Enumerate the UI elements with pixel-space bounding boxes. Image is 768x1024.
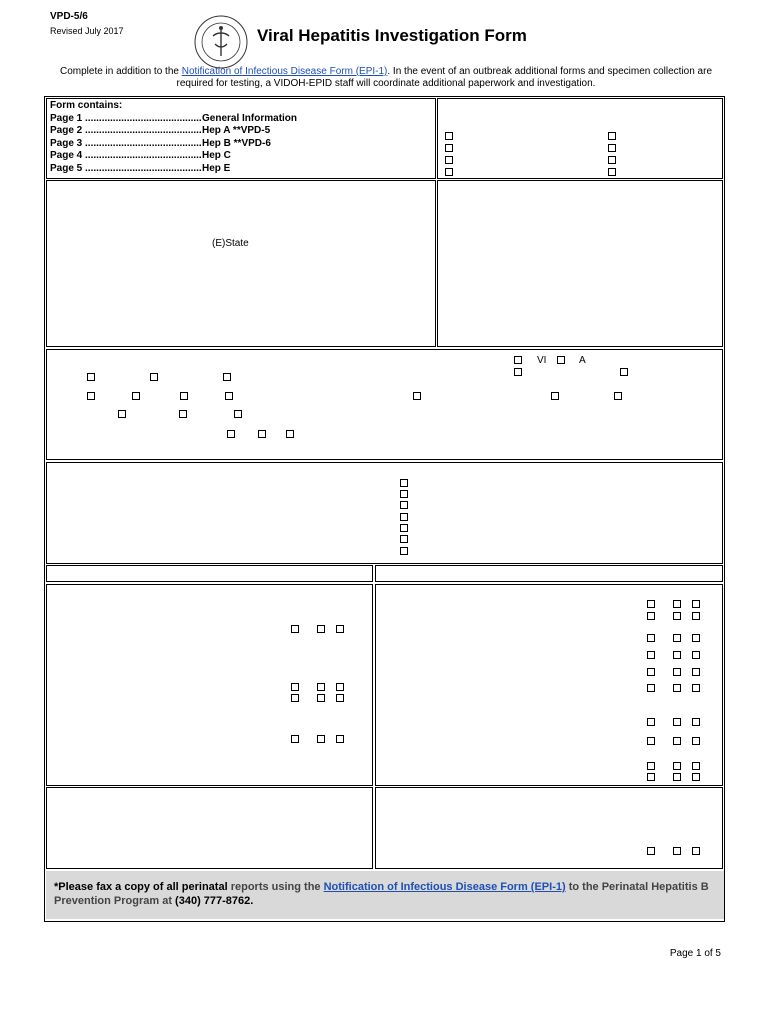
contents-page: Page 1 .......................................... <box>50 112 202 124</box>
lab-checkbox[interactable] <box>673 668 681 676</box>
notes-left-section <box>46 787 373 869</box>
notes-checkbox[interactable] <box>692 847 700 855</box>
demographics-checkbox[interactable] <box>150 373 158 381</box>
lab-section <box>375 584 723 786</box>
lab-checkbox[interactable] <box>673 773 681 781</box>
lab-checkbox[interactable] <box>673 684 681 692</box>
clinical-checkbox[interactable] <box>317 735 325 743</box>
demographics-checkbox[interactable] <box>132 392 140 400</box>
lab-checkbox[interactable] <box>673 718 681 726</box>
contents-label: Hep E <box>202 162 231 174</box>
reason-checkbox[interactable] <box>445 168 453 176</box>
lab-checkbox[interactable] <box>647 668 655 676</box>
contents-page: Page 3 .......................................... <box>50 137 202 149</box>
notes-checkbox[interactable] <box>673 847 681 855</box>
lab-checkbox[interactable] <box>647 600 655 608</box>
demographics-checkbox[interactable] <box>234 410 242 418</box>
reason-section <box>437 98 723 179</box>
fax-phone: (340) 777-8762. <box>175 895 254 907</box>
notes-right-section <box>375 787 723 869</box>
reason-checkbox[interactable] <box>445 132 453 140</box>
clinical-checkbox[interactable] <box>317 625 325 633</box>
contents-page: Page 4 .......................................... <box>50 150 202 161</box>
lab-checkbox[interactable] <box>647 718 655 726</box>
diagnosis-checkbox[interactable] <box>400 479 408 487</box>
lab-checkbox[interactable] <box>692 684 700 692</box>
reason-checkbox[interactable] <box>445 144 453 152</box>
reason-checkbox[interactable] <box>445 156 453 164</box>
demographics-checkbox[interactable] <box>557 356 565 364</box>
demographics-checkbox[interactable] <box>118 410 126 418</box>
contents-label: General Information <box>202 112 298 124</box>
state-label: (E)State <box>212 238 249 249</box>
clinical-checkbox[interactable] <box>317 683 325 691</box>
a-label: A <box>579 355 586 366</box>
demographics-checkbox[interactable] <box>87 392 95 400</box>
contents-heading: Form contains: <box>50 100 123 111</box>
perinatal-fax-note <box>46 871 724 919</box>
lab-checkbox[interactable] <box>692 651 700 659</box>
contents-label: Hep C <box>202 150 231 161</box>
clinical-checkbox[interactable] <box>336 683 344 691</box>
left-subheader <box>46 565 373 582</box>
lab-checkbox[interactable] <box>673 600 681 608</box>
clinical-checkbox[interactable] <box>336 735 344 743</box>
demographics-checkbox[interactable] <box>223 373 231 381</box>
lab-checkbox[interactable] <box>647 612 655 620</box>
demographics-checkbox[interactable] <box>87 373 95 381</box>
lab-checkbox[interactable] <box>647 651 655 659</box>
clinical-checkbox[interactable] <box>336 694 344 702</box>
epi1-link-footer[interactable]: Notification of Infectious Disease Form (EPI-1) <box>323 881 566 893</box>
intro-text-2: . In the event of an outbreak additional forms and specimen collection are required for testing, a VIDOH-EPID staff will coordinate additional paperwork and investigation. <box>176 66 713 89</box>
notes-checkbox[interactable] <box>647 847 655 855</box>
lab-checkbox[interactable] <box>647 773 655 781</box>
demographics-checkbox[interactable] <box>180 392 188 400</box>
diagnosis-checkbox[interactable] <box>400 513 408 521</box>
lab-checkbox[interactable] <box>647 762 655 770</box>
lab-checkbox[interactable] <box>647 737 655 745</box>
lab-checkbox[interactable] <box>692 634 700 642</box>
revision-date: Revised July 2017 <box>50 26 124 36</box>
demographics-checkbox[interactable] <box>227 430 235 438</box>
diagnosis-checkbox[interactable] <box>400 535 408 543</box>
lab-checkbox[interactable] <box>692 773 700 781</box>
fax-note-text: reports using the <box>227 881 324 893</box>
lab-checkbox[interactable] <box>673 634 681 642</box>
contents-label: Hep B **VPD-6 <box>202 137 271 149</box>
demographics-checkbox[interactable] <box>514 356 522 364</box>
reason-checkbox[interactable] <box>608 156 616 164</box>
fax-note-text: to the Perinatal Hepatitis B Prevention Program at <box>54 881 709 907</box>
lab-checkbox[interactable] <box>647 684 655 692</box>
lab-checkbox[interactable] <box>673 612 681 620</box>
vi-label: VI <box>537 355 547 366</box>
seal-icon <box>193 14 249 70</box>
clinical-checkbox[interactable] <box>291 683 299 691</box>
lab-checkbox[interactable] <box>692 762 700 770</box>
lab-checkbox[interactable] <box>692 612 700 620</box>
demographics-checkbox[interactable] <box>614 392 622 400</box>
reason-checkbox[interactable] <box>608 168 616 176</box>
contents-page: Page 5 .......................................... <box>50 162 202 174</box>
clinical-checkbox[interactable] <box>336 625 344 633</box>
demographics-checkbox[interactable] <box>179 410 187 418</box>
demographics-checkbox[interactable] <box>225 392 233 400</box>
contents-label: Hep A **VPD-5 <box>202 125 271 136</box>
fax-note-lead: *Please fax a copy of all perinatal <box>54 881 228 893</box>
lab-checkbox[interactable] <box>692 718 700 726</box>
clinical-checkbox[interactable] <box>291 735 299 743</box>
patient-address-section <box>46 180 436 347</box>
lab-checkbox[interactable] <box>647 634 655 642</box>
reason-checkbox[interactable] <box>608 144 616 152</box>
lab-checkbox[interactable] <box>673 737 681 745</box>
page-title: Viral Hepatitis Investigation Form <box>257 26 527 45</box>
reason-checkbox[interactable] <box>608 132 616 140</box>
epi1-link[interactable]: Notification of Infectious Disease Form (EPI-1) <box>181 66 388 77</box>
contents-list <box>50 100 297 175</box>
demographics-checkbox[interactable] <box>514 368 522 376</box>
lab-checkbox[interactable] <box>692 600 700 608</box>
clinical-checkbox[interactable] <box>291 625 299 633</box>
form-code: VPD-5/6 <box>50 11 88 22</box>
diagnosis-checkbox[interactable] <box>400 547 408 555</box>
demographics-checkbox[interactable] <box>286 430 294 438</box>
demographics-checkbox[interactable] <box>620 368 628 376</box>
lab-checkbox[interactable] <box>692 668 700 676</box>
page-number: Page 1 of 5 <box>669 948 721 959</box>
contents-page: Page 2 .......................................... <box>50 125 202 136</box>
instructions <box>46 66 726 90</box>
clinical-checkbox[interactable] <box>317 694 325 702</box>
diagnosis-section <box>46 462 723 564</box>
right-subheader <box>375 565 723 582</box>
demographics-section <box>46 349 723 460</box>
lab-checkbox[interactable] <box>673 651 681 659</box>
reporter-section <box>437 180 723 347</box>
demographics-checkbox[interactable] <box>258 430 266 438</box>
diagnosis-checkbox[interactable] <box>400 490 408 498</box>
demographics-checkbox[interactable] <box>413 392 421 400</box>
lab-checkbox[interactable] <box>692 737 700 745</box>
diagnosis-checkbox[interactable] <box>400 501 408 509</box>
demographics-checkbox[interactable] <box>551 392 559 400</box>
intro-text-1: Complete in addition to the <box>59 66 182 77</box>
lab-checkbox[interactable] <box>673 762 681 770</box>
diagnosis-checkbox[interactable] <box>400 524 408 532</box>
clinical-checkbox[interactable] <box>291 694 299 702</box>
